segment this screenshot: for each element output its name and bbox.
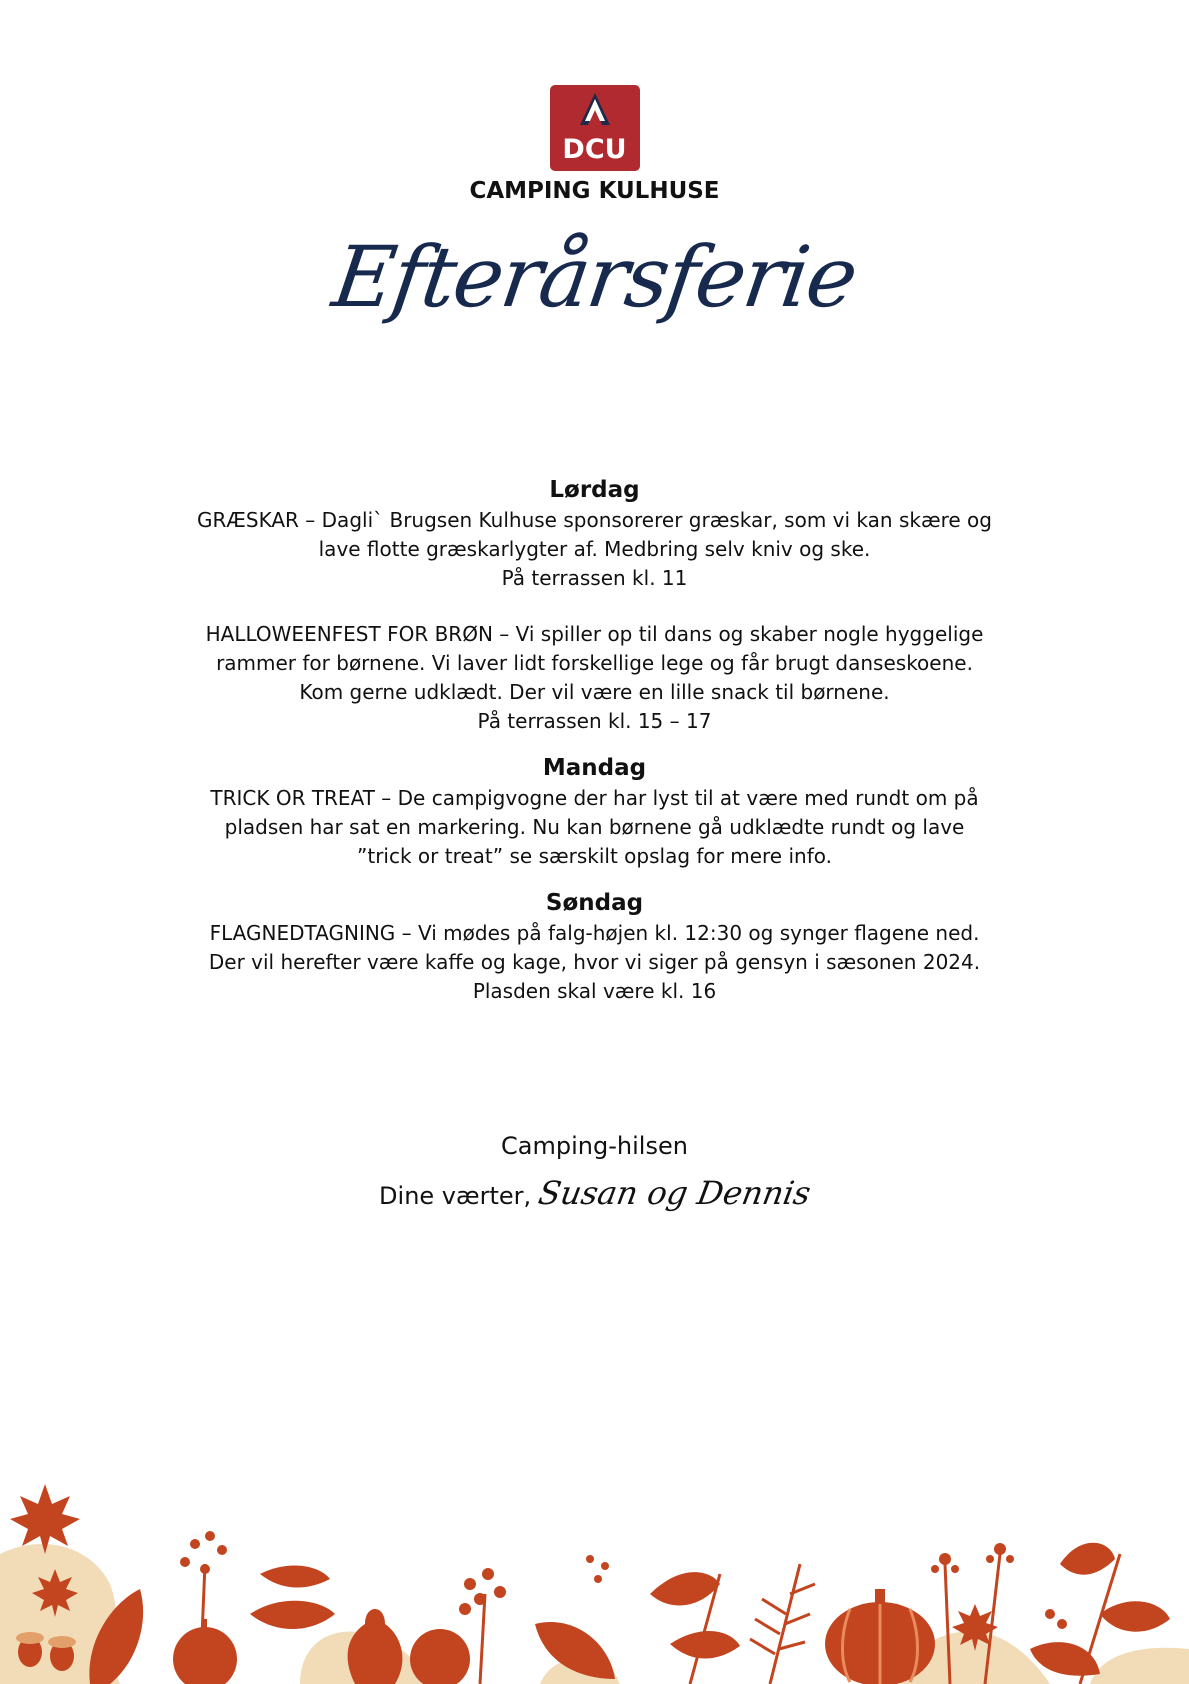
- leaf-icon: [1030, 1642, 1100, 1676]
- paragraph: [80, 620, 1109, 736]
- text-line: TRICK OR TREAT – De campigvogne der har lyst til at være med rundt om på: [210, 786, 979, 810]
- leaf-icon: [670, 1631, 740, 1659]
- section-sondag: [80, 887, 1109, 1006]
- logo-text: DCU: [562, 134, 627, 165]
- leaf-icon: [535, 1622, 615, 1679]
- dcu-logo: [0, 85, 1189, 175]
- text-line: På terrassen kl. 15 – 17: [477, 709, 712, 733]
- tent-icon: [580, 93, 610, 125]
- leaf-icon: [650, 1572, 720, 1605]
- text-line: FLAGNEDTAGNING – Vi mødes på falg-højen kl. 12:30 og synger flagene ned.: [209, 921, 980, 945]
- day-heading: Søndag: [545, 890, 644, 916]
- greeting: Camping-hilsen: [501, 1132, 688, 1160]
- signoff: [0, 1132, 1189, 1212]
- hosts-prefix: Dine værter,: [379, 1182, 532, 1210]
- leaf-icon: [250, 1601, 335, 1629]
- camp-name: CAMPING KULHUSE: [469, 178, 720, 204]
- paragraph: [80, 784, 1109, 871]
- text-line: rammer for børnene. Vi laver lidt forskellige lege og får brugt danseskoene.: [216, 651, 973, 675]
- text-line: På terrassen kl. 11: [501, 566, 688, 590]
- autumn-decoration: [0, 1474, 1189, 1684]
- paragraph: [80, 919, 1109, 1006]
- pumpkin-icon: [825, 1589, 935, 1684]
- schedule: [80, 474, 1109, 1006]
- day-heading: Lørdag: [549, 477, 640, 503]
- pear-icon: [348, 1609, 403, 1684]
- maple-leaf-icon: [10, 1484, 80, 1554]
- logo-badge: [550, 85, 640, 171]
- text-line: Der vil herefter være kaffe og kage, hvor vi siger på gensyn i sæsonen 2024.: [208, 950, 981, 974]
- text-line: Plasden skal være kl. 16: [472, 979, 717, 1003]
- leaf-icon: [1060, 1543, 1115, 1575]
- text-line: Kom gerne udklædt. Der vil være en lille snack til børnene.: [299, 680, 890, 704]
- paragraph: [80, 506, 1109, 593]
- fern-branch: [750, 1564, 815, 1684]
- section-lordag: [80, 474, 1109, 736]
- page-title: Efterårsferie: [327, 228, 862, 326]
- leaf-icon: [1100, 1601, 1170, 1631]
- hosts-line: [0, 1174, 1189, 1212]
- section-mandag: [80, 752, 1109, 871]
- text-line: ”trick or treat” se særskilt opslag for mere info.: [357, 844, 832, 868]
- text-line: HALLOWEENFEST FOR BRØN – Vi spiller op til dans og skaber nogle hyggelige: [205, 622, 984, 646]
- apple-icon: [410, 1629, 470, 1684]
- day-heading: Mandag: [542, 755, 647, 781]
- hosts-signature: Susan og Dennis: [535, 1174, 814, 1212]
- text-line: lave flotte græskarlygter af. Medbring selv kniv og ske.: [318, 537, 871, 561]
- text-line: GRÆSKAR – Dagli` Brugsen Kulhuse sponsorerer græskar, som vi kan skære og: [197, 508, 992, 532]
- apple-icon: [173, 1627, 237, 1684]
- leaf-icon: [260, 1566, 330, 1588]
- text-line: pladsen har sat en markering. Nu kan børnene gå udklædte rundt og lave: [224, 815, 965, 839]
